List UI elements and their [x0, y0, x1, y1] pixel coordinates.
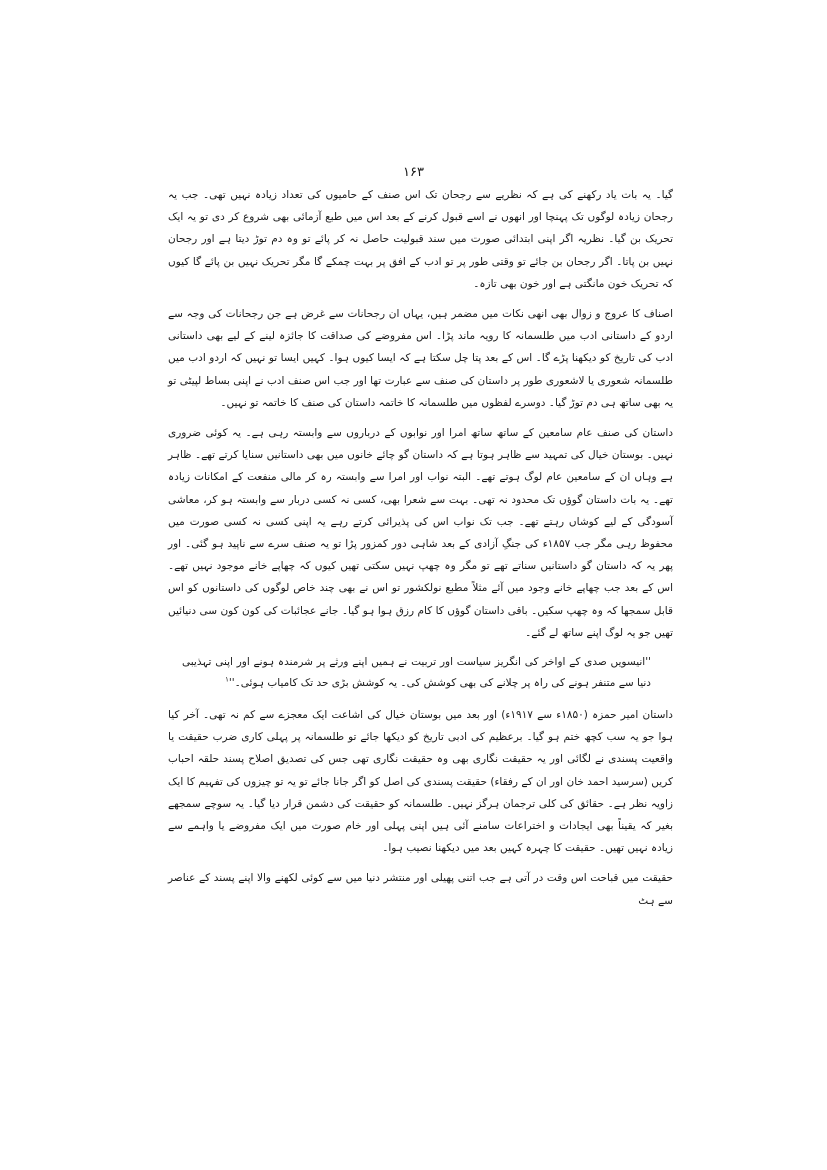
paragraph-5: حقیقت میں قباحت اس وقت در آتی ہے جب اتنی پھیلی اور منتشر دنیا میں سے کوئی لکھنے والا اپنے پسند کے عناصر سے ہٹ [168, 872, 673, 907]
block-quote [182, 652, 651, 694]
page-body [168, 184, 673, 920]
footnote-marker: ۱ [225, 675, 229, 684]
paragraph-3: داستان کی صنف عام سامعین کے ساتھ ساتھ امرا اور نوابوں کے درباروں سے وابستہ رہی ہے۔ یہ کوئی ضروری نہیں۔ بوستان خیال کی تمہید سے ظاہر ہوتا ہے کہ داستان گو چائے خانوں میں بھی داستانیں سنایا کرتے تھے۔ ظاہر ہے وہاں ان کے سامعین عام لوگ ہوتے تھے۔ البتہ نواب اور امرا سے وابستہ رہ کر مالی منفعت کے امکانات زیادہ تھے۔ یہ بات داستان گوؤں تک محدود نہ تھی۔ بہت سے شعرا بھی، کسی نہ کسی دربار سے وابستہ ہو کر، معاشی آسودگی کے لیے کوشاں رہتے تھے۔ جب تک نواب اس کی پذیرائی کرتے رہے یہ اپنی کسی نہ کسی صورت میں محفوظ رہی مگر جب ۱۸۵۷ء کی جنگِ آزادی کے بعد شاہی دور کمزور پڑا تو یہ صنف سرے سے ناپید ہو گئی۔ اور پھر یہ کہ داستان گو داستانیں سناتے تھے تو مگر وہ چھپ نہیں سکتی تھیں کیوں کہ چھاپے خانے موجود نہیں تھے۔ اس کے بعد جب چھاپے خانے وجود میں آئے مثلاً مطبع نولکشور تو اس نے بھی چند خاص لوگوں کی داستانوں کو اس قابل سمجھا کہ وہ چھپ سکیں۔ باقی داستان گوؤں کا کام رزق ہوا ہو گیا۔ جانے عجائبات کی کون کون سی دنیائیں تھیں جو یہ لوگ اپنے ساتھ لے گئے۔ [168, 427, 673, 639]
quote-text: ''انیسویں صدی کے اواخر کی انگریز سیاست اور تربیت نے ہمیں اپنے ورثے پر شرمندہ ہونے اور اپنی تہذیبی دنیا سے متنفر ہونے کی راہ پر چلانے کی بھی کوشش کی۔ یہ کوشش بڑی حد تک کامیاب ہوئی۔'' [182, 656, 651, 690]
paragraph-4: داستان امیر حمزہ (۱۸۵۰ء سے ۱۹۱۷ء) اور بعد میں بوستان خیال کی اشاعت ایک معجزے سے کم نہ تھی۔ آخر کیا ہوا جو یہ سب کچھ ختم ہو گیا۔ برعظیم کی ادبی تاریخ کو دیکھا جائے تو طلسمانہ پر پہلی کاری ضرب حقیقت یا واقعیت پسندی نے لگائی اور یہ حقیقت نگاری بھی وہ حقیقت نگاری تھی جس کی تصدیق اصلاح پسند حلقہ احباب کریں (سرسید احمد خان اور ان کے رفقاء) حقیقت پسندی کی اصل کو اگر جانا جائے تو یہ تو چیزوں کی تفہیم کا ایک زاویہ نظر ہے۔ حقائق کی کلی ترجمان ہرگز نہیں۔ طلسمانہ کو حقیقت کی دشمن قرار دیا گیا۔ یہ سوچے سمجھے بغیر کہ یقیناً بھی ایجادات و اختراعات سامنے آئی ہیں اپنی پہلی اور خام صورت میں ایک مفروضے یا واہمے سے زیادہ نہیں تھیں۔ حقیقت کا چہرہ کہیں بعد میں دیکھنا نصیب ہوا۔ [168, 709, 673, 855]
paragraph-1: گیا۔ یہ بات یاد رکھنے کی ہے کہ نظریے سے رجحان تک اس صنف کے حامیوں کی تعداد زیادہ نہیں تھی۔ جب یہ رجحان زیادہ لوگوں تک پہنچا اور انھوں نے اسے قبول کرنے کے بعد اس میں طبع آزمائی بھی شروع کر دی تو یہ ایک تحریک بن گیا۔ نظریہ اگر اپنی ابتدائی صورت میں سند قبولیت حاصل نہ کر پائے تو وہ دم توڑ دیتا ہے اور رجحان نہیں بن پاتا۔ اگر رجحان بن جائے تو وقتی طور پر تو ادب کے افق پر بہت چمکے گا مگر تحریک نہیں بن پائے گا کیوں کہ تحریک خون مانگتی ہے اور خون بھی تازہ۔ [168, 189, 673, 290]
paragraph-2: اصناف کا عروج و زوال بھی انھی نکات میں مضمر ہیں، یہاں ان رجحانات سے غرض ہے جن رجحانات کی وجہ سے اردو کے داستانی ادب میں طلسمانہ کا رویہ ماند پڑا۔ اس مفروضے کی صداقت کا جائزہ لینے کے لیے بھی داستانی ادب کی تاریخ کو دیکھنا پڑے گا۔ اس کے بعد پتا چل سکتا ہے کہ ایسا کیوں ہوا۔ کہیں ایسا تو نہیں کہ اردو ادب میں طلسمانہ شعوری یا لاشعوری طور پر داستان کی صنف سے عبارت تھا اور جب اس صنف ادب نے اپنی بساط لپیٹی تو یہ بھی ساتھ ہی دم توڑ گیا۔ دوسرے لفظوں میں طلسمانہ کا خاتمہ داستان کی صنف کا خاتمہ تو نہیں۔ [168, 308, 673, 409]
page-number: ۱۶۳ [403, 165, 424, 180]
